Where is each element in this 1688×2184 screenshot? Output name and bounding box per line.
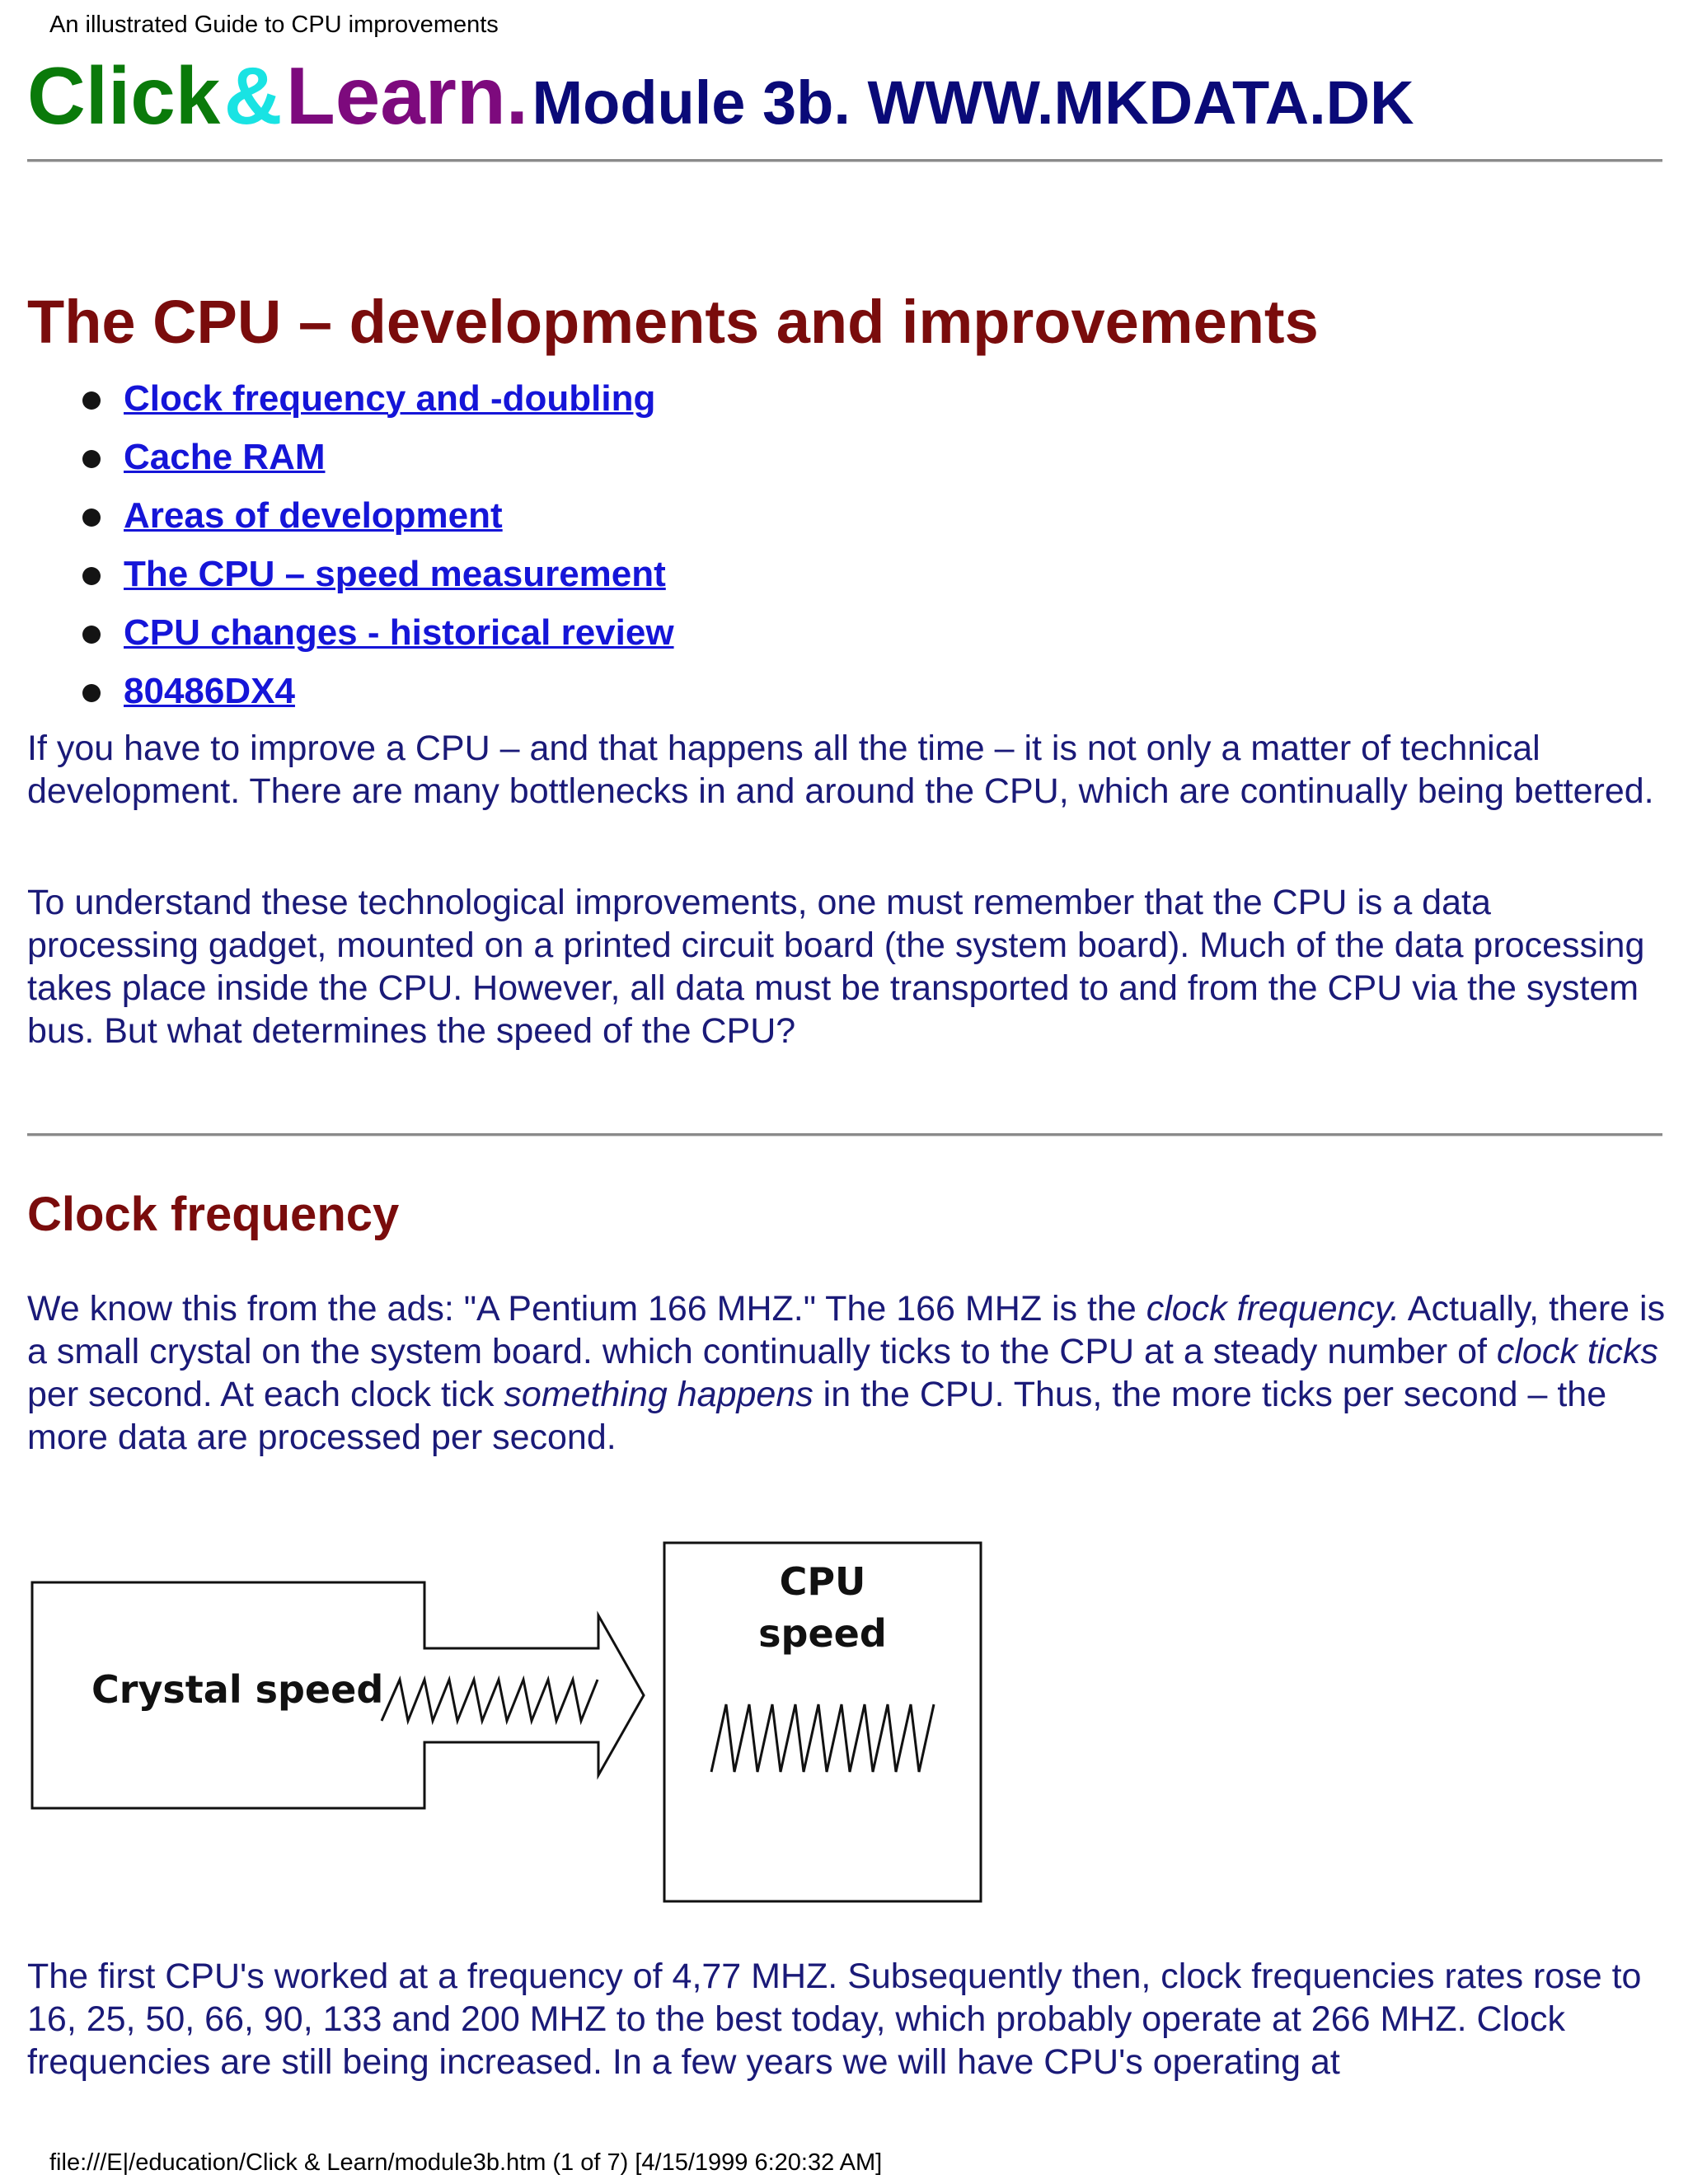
print-header: An illustrated Guide to CPU improvements: [49, 12, 499, 38]
cpu-label: CPU: [779, 1559, 866, 1604]
toc-item: [82, 486, 674, 545]
banner-click: Click: [27, 50, 221, 141]
section-heading-clock: Clock frequency: [27, 1188, 400, 1241]
bullet-icon: [82, 626, 101, 644]
table-of-contents: [82, 369, 674, 720]
bullet-icon: [82, 450, 101, 468]
page-title: The CPU – developments and improvements: [27, 288, 1319, 356]
toc-link-history[interactable]: CPU changes - historical review: [124, 612, 674, 653]
bullet-icon: [82, 684, 101, 702]
print-footer: file:///E|/education/Click & Learn/module3b.htm (1 of 7) [4/15/1999 6:20:32 AM]: [49, 2149, 883, 2176]
bullet-icon: [82, 567, 101, 585]
toc-link-cache[interactable]: Cache RAM: [124, 437, 326, 477]
banner-ampersand: &: [223, 50, 283, 141]
site-banner: [27, 49, 1414, 143]
toc-link-80486dx4[interactable]: 80486DX4: [124, 671, 295, 711]
toc-item: [82, 662, 674, 720]
speed-label: speed: [758, 1611, 887, 1656]
toc-link-clock[interactable]: Clock frequency and -doubling: [124, 378, 656, 419]
clock-paragraph-1: We know this from the ads: "A Pentium 166 MHZ." The 166 MHZ is the clock frequency. Actually, there is a small crystal on the system board. which continually ticks to the CPU at a steady number of clock ticks per second. At each clock tick something happens in the CPU. Thus, the more ticks per second – the more data are processed per second.: [27, 1289, 1666, 1457]
clock-paragraph-2: The first CPU's worked at a frequency of 4,77 MHZ. Subsequently then, clock frequencies rates rose to 16, 25, 50, 66, 90, 133 and 200 MHZ to the best today, which probably operate at 266 MHZ. Clock frequencies are still being increased. In a few years we will have CPU's operating at: [27, 1957, 1642, 2082]
bullet-icon: [82, 509, 101, 527]
crystal-speed-label: Crystal speed: [91, 1667, 384, 1712]
toc-link-development[interactable]: Areas of development: [124, 495, 503, 536]
intro-paragraph-1: If you have to improve a CPU – and that happens all the time – it is not only a matter of technical development. There are many bottlenecks in and around the CPU, which are continually being bettered.: [27, 729, 1654, 811]
toc-item: [82, 545, 674, 603]
section-divider: [27, 1133, 1662, 1137]
header-divider: [27, 159, 1662, 162]
toc-link-speed[interactable]: The CPU – speed measurement: [124, 554, 666, 594]
toc-item: [82, 603, 674, 662]
banner-module: Module 3b. WWW.MKDATA.DK: [532, 68, 1414, 137]
toc-item: [82, 428, 674, 486]
bullet-icon: [82, 391, 101, 410]
intro-paragraph-2: To understand these technological improvements, one must remember that the CPU is a data processing gadget, mounted on a printed circuit board (the system board). Much of the data processing takes place inside the CPU. However, all data must be transported to and from the CPU via the system bus. But what determines the speed of the CPU?: [27, 883, 1645, 1051]
clock-frequency-diagram: [27, 1541, 992, 1912]
toc-item: [82, 369, 674, 428]
banner-learn: Learn.: [285, 50, 529, 141]
